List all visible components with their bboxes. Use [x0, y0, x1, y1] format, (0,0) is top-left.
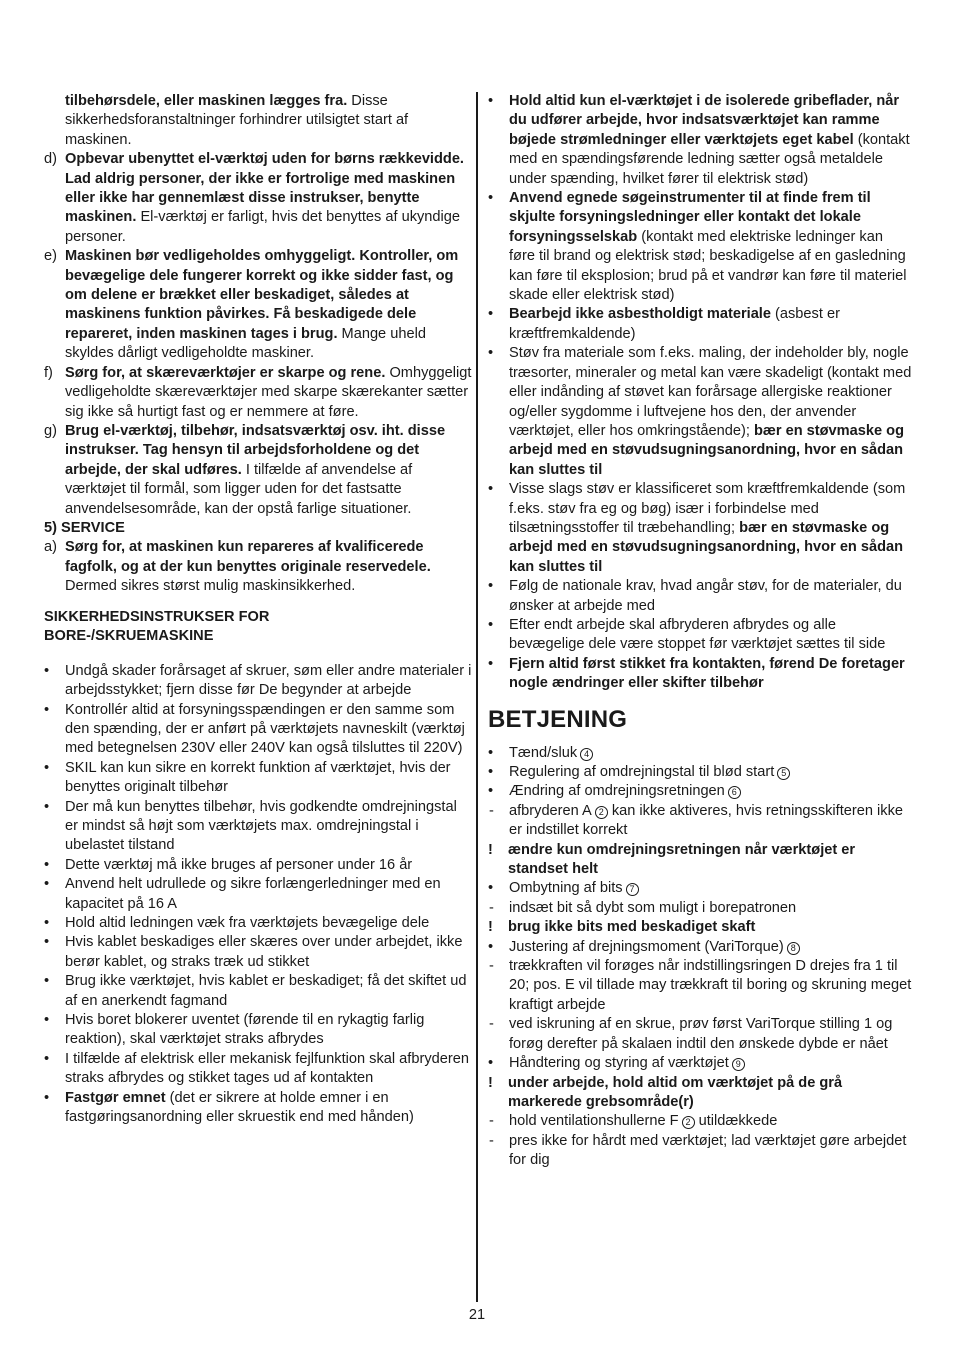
safety-bullet-list	[44, 662, 472, 1128]
figure-ref-icon: 8	[787, 942, 800, 955]
op-item-speed: • Regulering af omdrejningstal til blød start 5	[488, 763, 912, 782]
bullet-item: • Efter endt arbejde skal afbryderen afbrydes og alle bevægelige dele være stoppet før værktøjet sættes til side	[488, 616, 886, 653]
op-subitem: - afbryderen A 2 kan ikke aktiveres, hvis retningsskifteren ikke er indstillet korrekt	[489, 802, 904, 839]
op-item-direction: • Ændring af omdrejningsretningen 6	[488, 782, 912, 801]
bullet-item: • Anvend egnede søgeinstrumenter til at finde frem til skjulte forsyningsledninger eller kontakt det lokale forsyningsselskab (kontakt med elektriske ledninger kan føre til brand og elektrisk stød; beskadigelse af en gasledning kan føre til eksplosion; brud på et vandrør kan føre til materiel skade eller elektrisk stød)	[488, 190, 907, 304]
bullet-item: • Visse slags støv er klassificeret som kræftfremkaldende (som f.eks. støv fra eg og bøg) især i forbindelse med tilsætningsstoffer til træbehandling; bær en støvmaske og arbejd med en støvudsugningsanordning, hvor en sådan kan sluttes til	[488, 481, 906, 575]
bullet-item: • Anvend helt udrullede og sikre forlængerledninger med en kapacitet på 16 A	[44, 876, 441, 912]
bullet-item: • Fastgør emnet (det er sikrere at holde emner i en fastgøringsanordning eller skruestik end med hånden)	[44, 1089, 414, 1126]
op-item-on-off: • Tænd/sluk 4	[488, 744, 912, 763]
service-title: 5) SERVICE	[44, 519, 125, 536]
figure-ref-icon: 5	[777, 767, 790, 780]
bullet-item: • I tilfælde af elektrisk eller mekanisk fejlfunktion skal afbryderen straks afbrydes og stikket tages ud af kontakten	[44, 1050, 469, 1087]
figure-ref-icon: 2	[682, 1116, 695, 1129]
list-item-d: d) Opbevar ubenyttet el-værktøj uden for børns rækkevidde. Lad aldrig personer, der ikke er fortrolige med maskinen eller ikke har gennemlæst disse instrukser, benytte maskinen. El-værktøj er farligt, hvis det benyttes af ukyndige personer.	[44, 151, 464, 245]
bullet-item: • Fjern altid først stikket fra kontakten, førend De foretager nogle ændringer eller skifter tilbehør	[488, 655, 905, 692]
op-warning: ! brug ikke bits med beskadiget skaft	[488, 919, 756, 936]
bullet-item: • Følg de nationale krav, hvad angår støv, for de materialer, du ønsker at arbejde med	[488, 578, 902, 614]
figure-ref-icon: 9	[732, 1058, 745, 1071]
bullet-item: • SKIL kan kun sikre en korrekt funktion af værktøjet, hvis der benyttes originalt tilbehør	[44, 759, 451, 796]
column-divider	[476, 92, 478, 1302]
left-column	[44, 92, 472, 1128]
figure-ref-icon: 2	[595, 806, 608, 819]
op-item-torque: • Justering af drejningsmoment (VariTorque) 8	[488, 938, 912, 957]
bullet-item: • Hold altid kun el-værktøjet i de isolerede gribeflader, når du udfører arbejde, hvor indsatsværktøjet kan ramme bøjede strømledninger eller værktøjets eget kabel (kontakt med en spændingsførende ledning sætter også metaldele under spænding, hvilket fører til elektrisk stød)	[488, 93, 910, 187]
right-column	[488, 92, 912, 1171]
op-subitem: - hold ventilationshullerne F 2 utildækkede	[489, 1113, 778, 1130]
list-item-g: g) Brug el-værktøj, tilbehør, indsatsværktøj osv. iht. disse instrukser. Tag hensyn til arbejdsforholdene og det arbejde, der skal udføres. I tilfælde af anvendelse af værktøjet til formål, som ligger uden for det fastsatte anvendelsesområde, kan der opstå farlige situationer.	[44, 422, 446, 517]
operation-list	[488, 744, 912, 1171]
op-warning: ! under arbejde, hold altid om værktøjet på de grå markerede grebsområde(r)	[488, 1074, 843, 1110]
bullet-item: • Dette værktøj må ikke bruges af personer under 16 år	[44, 856, 413, 873]
bullet-item: • Hvis boret blokerer uventet (førende til en rykagtig farlig reaktion), skal værktøjet straks afbrydes	[44, 1012, 425, 1048]
bullet-item: • Støv fra materiale som f.eks. maling, der indeholder bly, nogle træsorter, mineraler og metal kan være skadeligt (kontakt med eller indånding af støvet kan forårsage allergiske reaktioner og/eller sygdomme i luftvejene hos den, der anvender værktøjet, eller hos omkringstående); bær en støvmaske og arbejd med en støvudsugningsanordning, hvor en sådan kan sluttes til	[488, 345, 912, 478]
op-item-handling: • Håndtering og styring af værktøjet 9	[488, 1054, 912, 1073]
safety-bullet-list-continued	[488, 92, 912, 694]
section-title: SIKKERHEDSINSTRUKSER FOR BORE-/SKRUEMASKINE	[44, 608, 270, 645]
bullet-item: • Kontrollér altid at forsyningsspændingen er den samme som den spænding, der er anført på værktøjets navneskilt (værktøj med betegnelsen 230V eller 240V kan også tilsluttes til 220V)	[44, 701, 465, 757]
figure-ref-icon: 6	[728, 786, 741, 799]
page-number: 21	[468, 1307, 486, 1323]
section-heading-betjening: BETJENING	[488, 705, 628, 733]
list-item-e: e) Maskinen bør vedligeholdes omhyggeligt. Kontroller, om bevægelige dele fungerer korrekt og ikke sidder fast, og om delene er brækket eller beskadiget, således at maskinens funktion påvirkes. Få beskadigede dele repareret, inden maskinen tages i brug. Mange uheld skyldes dårligt vedligeholdte maskiner.	[44, 248, 459, 362]
bullet-item: • Bearbejd ikke asbestholdigt materiale (asbest er kræftfremkaldende)	[488, 306, 840, 342]
figure-ref-icon: 4	[580, 748, 593, 761]
list-item-f: f) Sørg for, at skæreværktøjer er skarpe og rene. Omhyggeligt vedligeholdte skæreværktøjer med skarpe skærekanter sætter sig ikke så hurtigt fast og er nemmere at føre.	[44, 364, 472, 420]
bullet-item: • Undgå skader forårsaget af skruer, søm eller andre materialer i arbejdsstykket; fjern disse før De begynder at arbejde	[44, 662, 472, 699]
bullet-item: • Hvis kablet beskadiges eller skæres over under arbejdet, ikke berør kablet, og straks træk ud stikket	[44, 934, 463, 970]
op-warning: ! ændre kun omdrejningsretningen når værktøjet er standset helt	[488, 841, 856, 878]
op-subitem: - pres ikke for hårdt med værktøjet; lad værktøjet gøre arbejdet for dig	[489, 1132, 907, 1169]
service-item-a: a) Sørg for, at maskinen kun repareres af kvalificerede fagfolk, og at der kun benyttes originale reservedele. Dermed sikres størst mulig maskinsikkerhed.	[44, 539, 431, 595]
op-item-bits: • Ombytning af bits 7	[488, 879, 912, 898]
bullet-item: • Hold altid ledningen væk fra værktøjets bevægelige dele	[44, 915, 430, 932]
figure-ref-icon: 7	[626, 883, 639, 896]
op-subitem: - indsæt bit så dybt som muligt i borepatronen	[489, 899, 797, 916]
bullet-item: • Brug ikke værktøjet, hvis kablet er beskadiget; få det skiftet ud af en anerkendt fagmand	[44, 973, 467, 1009]
op-subitem: - ved iskruning af en skrue, prøv først VariTorque stilling 1 og forøg derefter på skalaen indtil den ønskede dybde er nået	[489, 1016, 893, 1052]
intro-paragraph: tilbehørsdele, eller maskinen lægges fra. Disse sikkerhedsforanstaltninger forhindrer utilsigtet start af maskinen.	[65, 93, 409, 148]
op-subitem: - trækkraften vil forøges når indstillingsringen D drejes fra 1 til 20; pos. E vil tillade may trækkraft til boring og skruning meget kraftigt arbejde	[489, 958, 912, 1013]
bullet-item: • Der må kun benyttes tilbehør, hvis godkendte omdrejningstal er mindst så højt som værktøjets max. omdrejningstal i ubelastet tilstand	[44, 798, 457, 854]
